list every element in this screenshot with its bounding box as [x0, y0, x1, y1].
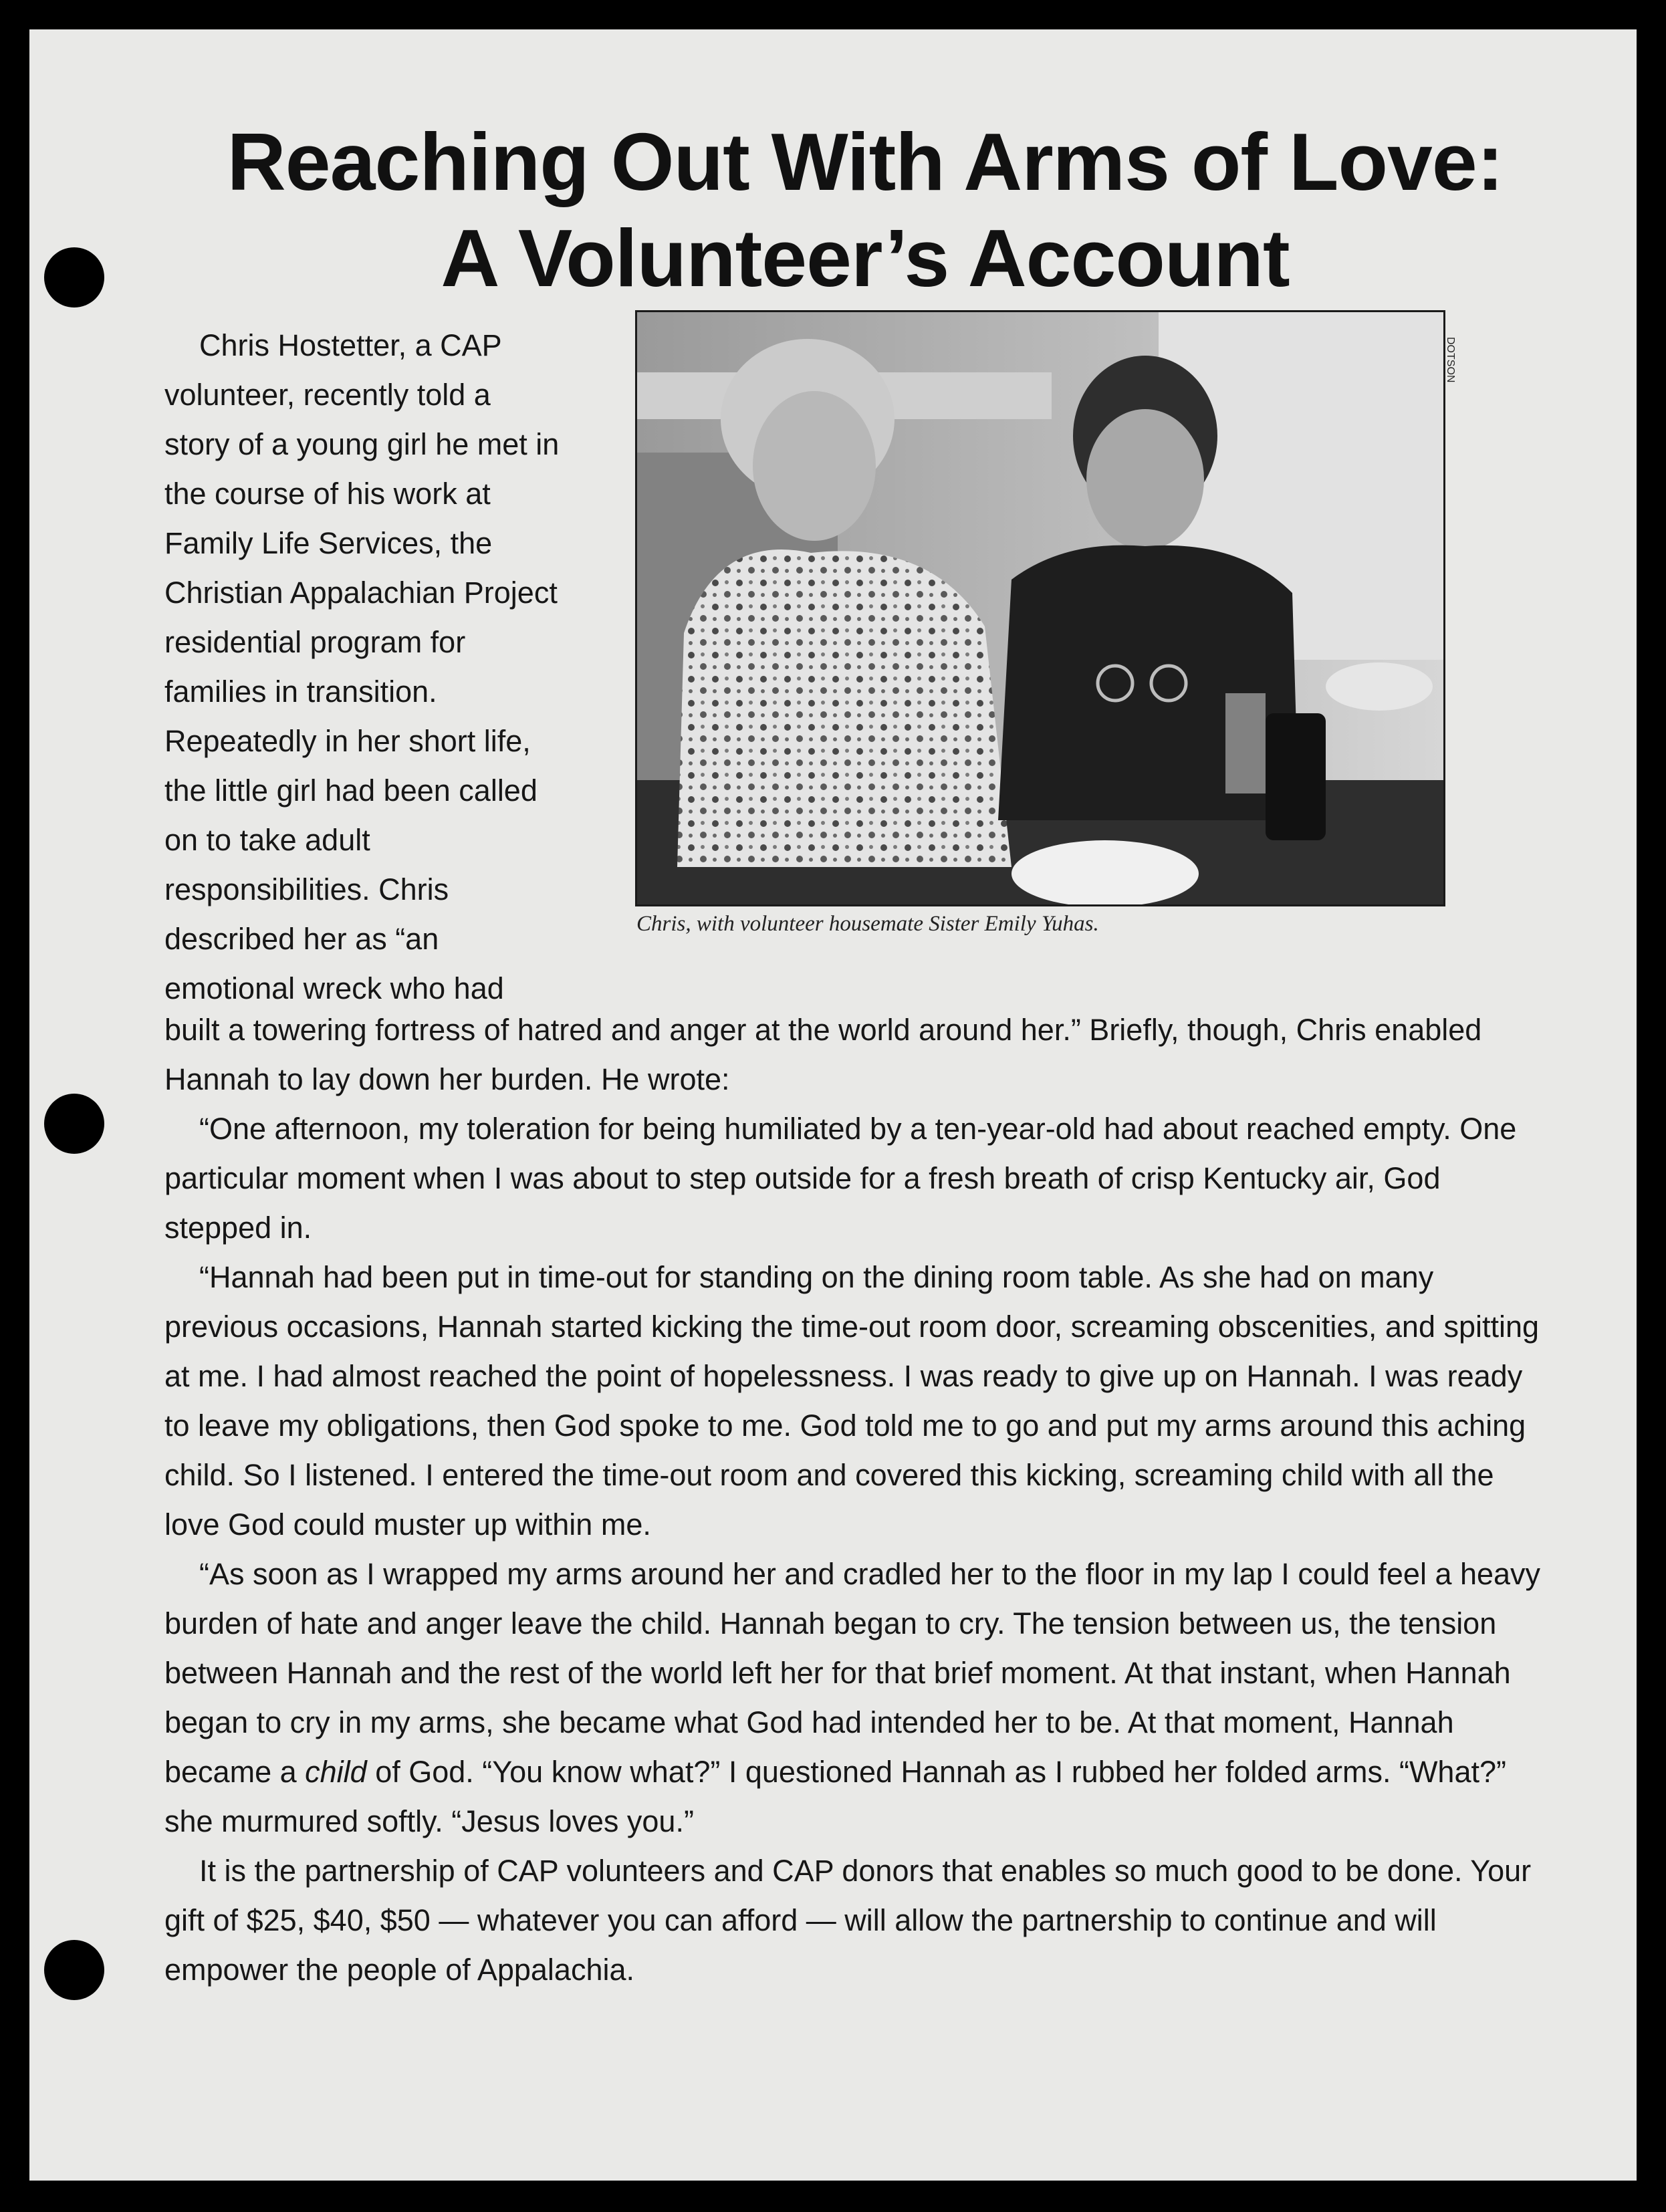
man-face: [1086, 409, 1204, 549]
intro-line: Chris Hostetter, a CAP: [199, 328, 502, 362]
emphasis-child: child: [305, 1755, 367, 1789]
intro-continuation: built a towering fortress of hatred and anger at the world around her.” Briefly, though, Chris enabled Hannah to lay down her burden. He wrote:: [164, 1013, 1482, 1096]
intro-line: families in transition.: [164, 674, 437, 709]
bottle: [1266, 713, 1326, 840]
intro-line: the course of his work at: [164, 477, 491, 511]
intro-line: emotional wreck who had: [164, 971, 504, 1005]
intro-line: residential program for: [164, 625, 466, 659]
intro-line: responsibilities. Chris: [164, 872, 449, 906]
paragraph-appeal: It is the partnership of CAP volunteers and CAP donors that enables so much good to be done. Your gift of $25, $40, $50 — whatever you can afford — will allow the partnership to continue and will empower the people of Appalachia.: [164, 1854, 1532, 1987]
photo-illustration: [637, 312, 1443, 904]
photo-caption: Chris, with volunteer housemate Sister Emily Yuhas.: [636, 912, 1099, 936]
document-page: [29, 29, 1637, 2181]
intro-line: Family Life Services, the: [164, 526, 493, 560]
woman-floral-shirt: [677, 549, 1012, 867]
binder-hole-top: [44, 247, 104, 308]
intro-line: described her as “an: [164, 922, 439, 956]
paragraph-text: “As soon as I wrapped my arms around her and cradled her to the floor in my lap I could feel a heavy burden of hate and anger leave the child. Hannah began to cry. The tension between us, the tension between Hannah and the rest of the world left her for that brief moment. At that instant, when Hannah began to cry in my arms, she became what God had intended her to be. At that moment, Hannah became a: [164, 1557, 1541, 1789]
intro-line: volunteer, recently told a: [164, 378, 491, 412]
intro-line: Christian Appalachian Project: [164, 576, 558, 610]
intro-line: on to take adult: [164, 823, 370, 857]
binder-hole-bottom: [44, 1940, 104, 2000]
intro-line: story of a young girl he met in: [164, 427, 560, 461]
article-title-line-2: A Volunteer’s Account: [441, 213, 1290, 303]
volunteer-photo: [635, 310, 1445, 906]
article-body: [164, 1005, 1542, 1995]
photo-figure: [635, 310, 1479, 939]
paragraph: “Hannah had been put in time-out for standing on the dining room table. As she had on many previous occasions, Hannah started kicking the time-out room door, screaming obscenities, and spitting at me. I had almost reached the point of hopelessness. I was ready to give up on Hannah. I was ready to leave my obligations, then God spoke to me. God told me to go and put my arms around this aching child. So I listened. I entered the time-out room and covered this kicking, screaming child with all the love God could muster up within me.: [164, 1260, 1540, 1542]
paragraph: [164, 1550, 1542, 1846]
woman-face: [753, 391, 876, 541]
photo-credit: DOTSON: [1445, 337, 1456, 383]
glass: [1225, 693, 1266, 793]
binder-hole-middle: [44, 1094, 104, 1154]
article-title-line-1: Reaching Out With Arms of Love:: [227, 116, 1504, 207]
paragraph: “One afternoon, my toleration for being humiliated by a ten-year-old had about reached empty. One particular moment when I was about to step outside for a fresh breath of crisp Kentucky air, God stepped in.: [164, 1112, 1517, 1245]
paragraph-text: of God. “You know what?” I questioned Hannah as I rubbed her folded arms. “What?” she murmured softly. “Jesus loves you.”: [164, 1755, 1506, 1838]
bowl-back: [1326, 662, 1433, 711]
bowl: [1012, 840, 1199, 904]
intro-line: the little girl had been called: [164, 773, 538, 808]
intro-line: Repeatedly in her short life,: [164, 724, 531, 758]
